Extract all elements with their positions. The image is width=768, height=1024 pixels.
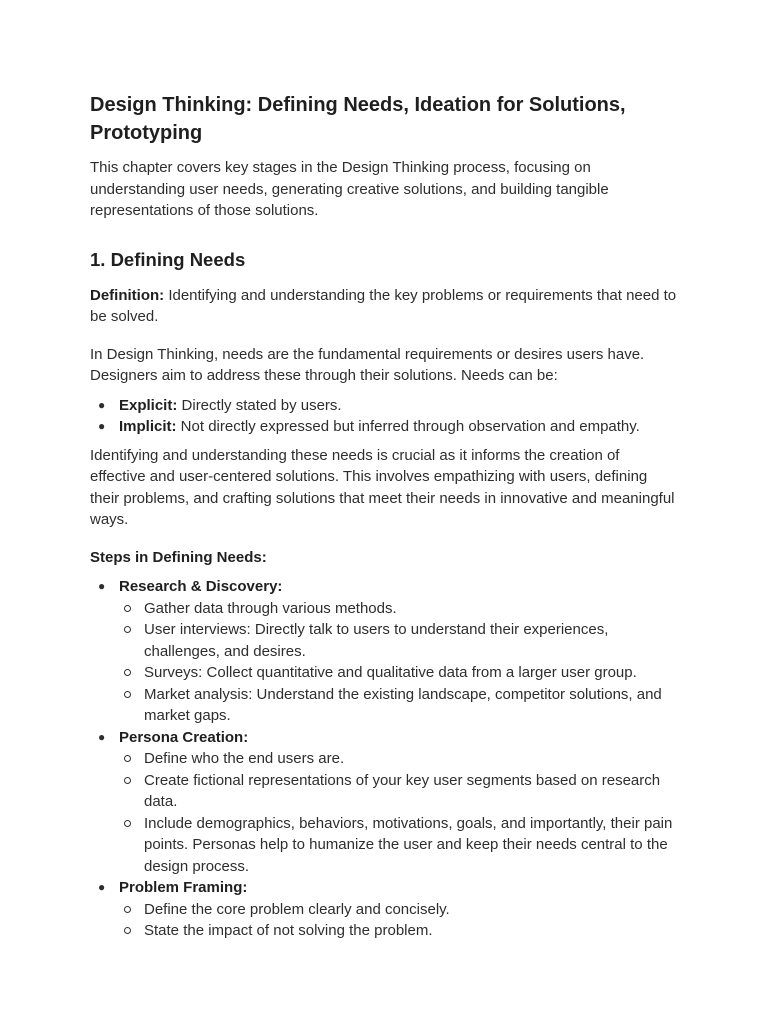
need-type-text: Not directly expressed but inferred through observation and empathy.: [176, 418, 640, 435]
definition-paragraph: [90, 285, 678, 328]
circle-bullet-icon: [124, 777, 131, 784]
definition-label: Definition:: [90, 286, 165, 304]
sub-list: [119, 899, 678, 942]
sub-item-text: Surveys: Collect quantitative and qualitative data from a larger user group.: [144, 664, 637, 681]
sub-item-text: Gather data through various methods.: [144, 599, 397, 617]
list-item: [90, 727, 678, 878]
definition-text: Identifying and understanding the key problems or requirements that need to be solved.: [90, 286, 677, 325]
step-label: Persona Creation:: [119, 728, 249, 746]
list-item: [90, 877, 678, 942]
need-types-list: [90, 395, 678, 438]
sub-item-text: Define who the end users are.: [144, 750, 345, 767]
sub-item-text: State the impact of not solving the problem.: [144, 922, 433, 939]
needs-paragraph: In Design Thinking, needs are the fundamental requirements or desires users have. Designers aim to address these through their solutions. Needs can be:: [90, 345, 645, 384]
list-item: [119, 748, 678, 770]
list-item: [119, 899, 678, 921]
list-item: [119, 684, 678, 727]
need-type-label: Implicit:: [119, 418, 177, 435]
circle-bullet-icon: [124, 927, 131, 934]
steps-title: Steps in Defining Needs:: [90, 548, 267, 566]
list-item: [90, 416, 678, 438]
circle-bullet-icon: [124, 605, 131, 612]
circle-bullet-icon: [124, 906, 131, 913]
list-item: [90, 576, 678, 727]
circle-bullet-icon: [124, 691, 131, 698]
section-heading: 1. Defining Needs: [90, 248, 246, 270]
importance-paragraph: Identifying and understanding these needs is crucial as it informs the creation of effective and user-centered solutions. This involves empathizing with users, defining their problems, and crafting solutions that meet their needs in innovative and meaningful ways.: [90, 446, 675, 528]
bullet-icon: ●: [98, 419, 106, 433]
list-item: [119, 813, 678, 878]
step-label: Problem Framing:: [119, 879, 248, 896]
list-item: [119, 920, 678, 942]
sub-item-text: Create fictional representations of your key user segments based on research data.: [144, 771, 661, 810]
need-type-label: Explicit:: [119, 396, 178, 414]
document-title: Design Thinking: Defining Needs, Ideation for Solutions, Prototyping: [90, 94, 626, 144]
bullet-icon: ●: [98, 579, 106, 593]
sub-item-text: User interviews: Directly talk to users to understand their experiences, challenges, and desires.: [144, 621, 609, 660]
bullet-icon: ●: [98, 729, 106, 744]
list-item: [119, 662, 678, 684]
circle-bullet-icon: [124, 626, 131, 633]
steps-list: [90, 576, 678, 942]
list-item: [90, 395, 678, 417]
circle-bullet-icon: [124, 820, 131, 827]
sub-item-text: Include demographics, behaviors, motivations, goals, and importantly, their pain points. Personas help to humanize the user and keep their needs central to the design process.: [144, 814, 673, 875]
need-type-text: Directly stated by users.: [177, 396, 342, 414]
circle-bullet-icon: [124, 755, 131, 762]
step-label: Research & Discovery:: [119, 578, 283, 595]
sub-list: [119, 598, 678, 727]
list-item: [119, 770, 678, 813]
intro-paragraph: This chapter covers key stages in the Design Thinking process, focusing on understanding user needs, generating creative solutions, and building tangible representations of those solutions.: [90, 159, 609, 219]
list-item: [119, 619, 678, 662]
sub-item-text: Market analysis: Understand the existing landscape, competitor solutions, and market gaps.: [144, 685, 662, 724]
bullet-icon: ●: [98, 397, 106, 412]
bullet-icon: ●: [98, 880, 106, 894]
sub-list: [119, 748, 678, 877]
list-item: [119, 598, 678, 620]
circle-bullet-icon: [124, 669, 131, 676]
sub-item-text: Define the core problem clearly and concisely.: [144, 900, 450, 918]
